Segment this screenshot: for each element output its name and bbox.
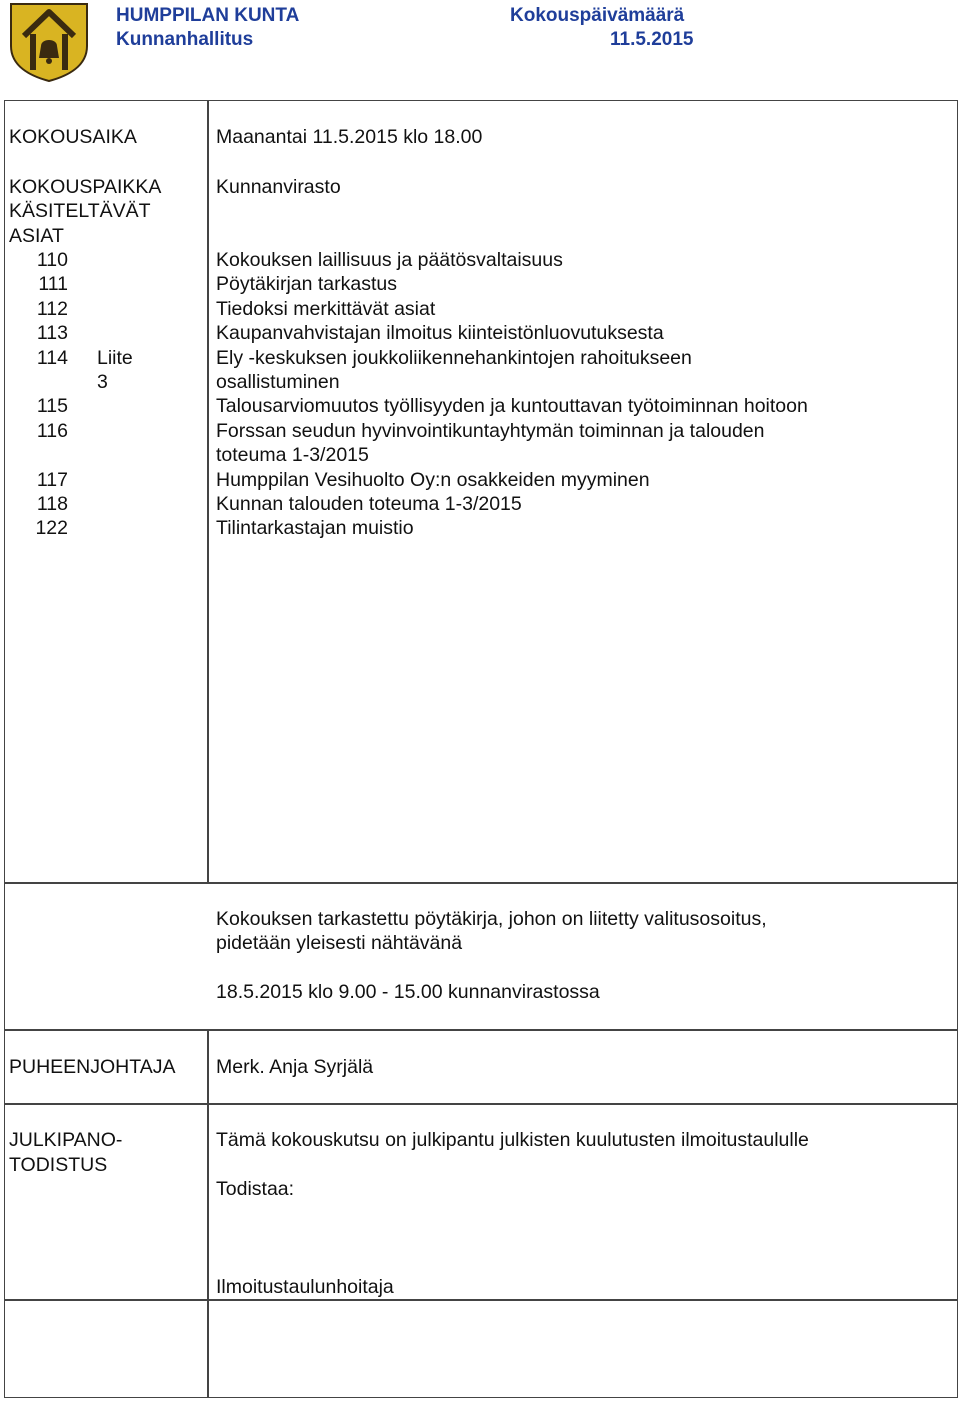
row-divider bbox=[4, 1029, 958, 1031]
meeting-place-value: Kunnanvirasto bbox=[216, 176, 341, 198]
agenda-item-title: Ely -keskuksen joukkoliikennehankintojen rahoitukseen bbox=[216, 346, 692, 369]
chair-label: PUHEENJOHTAJA bbox=[9, 1056, 176, 1078]
minutes-notice-line3: 18.5.2015 klo 9.00 - 15.00 kunnanvirastossa bbox=[216, 981, 600, 1003]
minutes-notice-line1: Kokouksen tarkastettu pöytäkirja, johon on liitetty valitusosoitus, bbox=[216, 908, 767, 930]
agenda-item-number: 116 bbox=[36, 419, 68, 442]
row-divider bbox=[4, 1299, 958, 1301]
minutes-notice-line2: pidetään yleisesti nähtävänä bbox=[216, 932, 463, 954]
agenda-item-title: Kokouksen laillisuus ja päätösvaltaisuus bbox=[216, 249, 563, 271]
agenda-item-title: Forssan seudun hyvinvointikuntayhtymän toiminnan ja talouden bbox=[216, 419, 765, 442]
agenda-label-2: ASIAT bbox=[9, 225, 64, 247]
agenda-item-number: 122 bbox=[35, 517, 68, 540]
agenda-item-title: Pöytäkirjan tarkastus bbox=[216, 273, 397, 296]
row-divider bbox=[4, 1103, 958, 1105]
agenda-item-title: Tiedoksi merkittävät asiat bbox=[216, 297, 436, 320]
meeting-date-value: 11.5.2015 bbox=[610, 29, 694, 50]
row-divider bbox=[4, 882, 958, 884]
meeting-time-value: Maanantai 11.5.2015 klo 18.00 bbox=[216, 126, 483, 148]
agenda-item-title: osallistuminen bbox=[216, 371, 340, 393]
posting-label-2: TODISTUS bbox=[9, 1154, 108, 1176]
municipality-name: HUMPPILAN KUNTA bbox=[116, 5, 300, 26]
agenda-item-number: 113 bbox=[36, 322, 68, 345]
meeting-date-label: Kokouspäivämäärä bbox=[510, 5, 685, 26]
posting-signer: Ilmoitustaulunhoitaja bbox=[216, 1276, 394, 1298]
column-divider-bottom bbox=[207, 1030, 209, 1398]
agenda-item-title: toteuma 1-3/2015 bbox=[216, 444, 369, 467]
posting-attest: Todistaa: bbox=[216, 1178, 295, 1200]
agenda-item-title: Talousarviomuutos työllisyyden ja kuntouttavan työtoiminnan hoitoon bbox=[216, 395, 808, 418]
notice-table bbox=[4, 100, 958, 1398]
agenda-item-number: 114 bbox=[36, 346, 68, 369]
agenda-item-number: 118 bbox=[36, 493, 68, 515]
agenda-item-attachment: Liite 3 bbox=[97, 346, 133, 393]
agenda-item-title: Kaupanvahvistajan ilmoitus kiinteistönluovutuksesta bbox=[216, 322, 664, 345]
agenda-item-number: 112 bbox=[36, 297, 68, 320]
agenda-item-title: Tilintarkastajan muistio bbox=[216, 517, 414, 540]
posting-text: Tämä kokouskutsu on julkipantu julkisten kuulutusten ilmoitustaululle bbox=[216, 1129, 809, 1151]
municipal-crest-icon bbox=[8, 2, 90, 82]
column-divider-top bbox=[207, 100, 209, 883]
posting-label: JULKIPANO- bbox=[9, 1129, 123, 1151]
agenda-item-number: 110 bbox=[36, 249, 68, 271]
agenda-item-title: Kunnan talouden toteuma 1-3/2015 bbox=[216, 493, 522, 515]
meeting-time-label: KOKOUSAIKA bbox=[9, 126, 137, 148]
governing-body: Kunnanhallitus bbox=[116, 29, 254, 50]
agenda-item-number: 117 bbox=[36, 468, 68, 491]
agenda-label: KÄSITELTÄVÄT bbox=[9, 200, 151, 222]
chair-value: Merk. Anja Syrjälä bbox=[216, 1056, 374, 1078]
agenda-item-number: 115 bbox=[36, 395, 68, 418]
meeting-place-label: KOKOUSPAIKKA bbox=[9, 176, 162, 198]
agenda-item-title: Humppilan Vesihuolto Oy:n osakkeiden myyminen bbox=[216, 468, 650, 491]
agenda-item-number: 111 bbox=[38, 273, 68, 296]
